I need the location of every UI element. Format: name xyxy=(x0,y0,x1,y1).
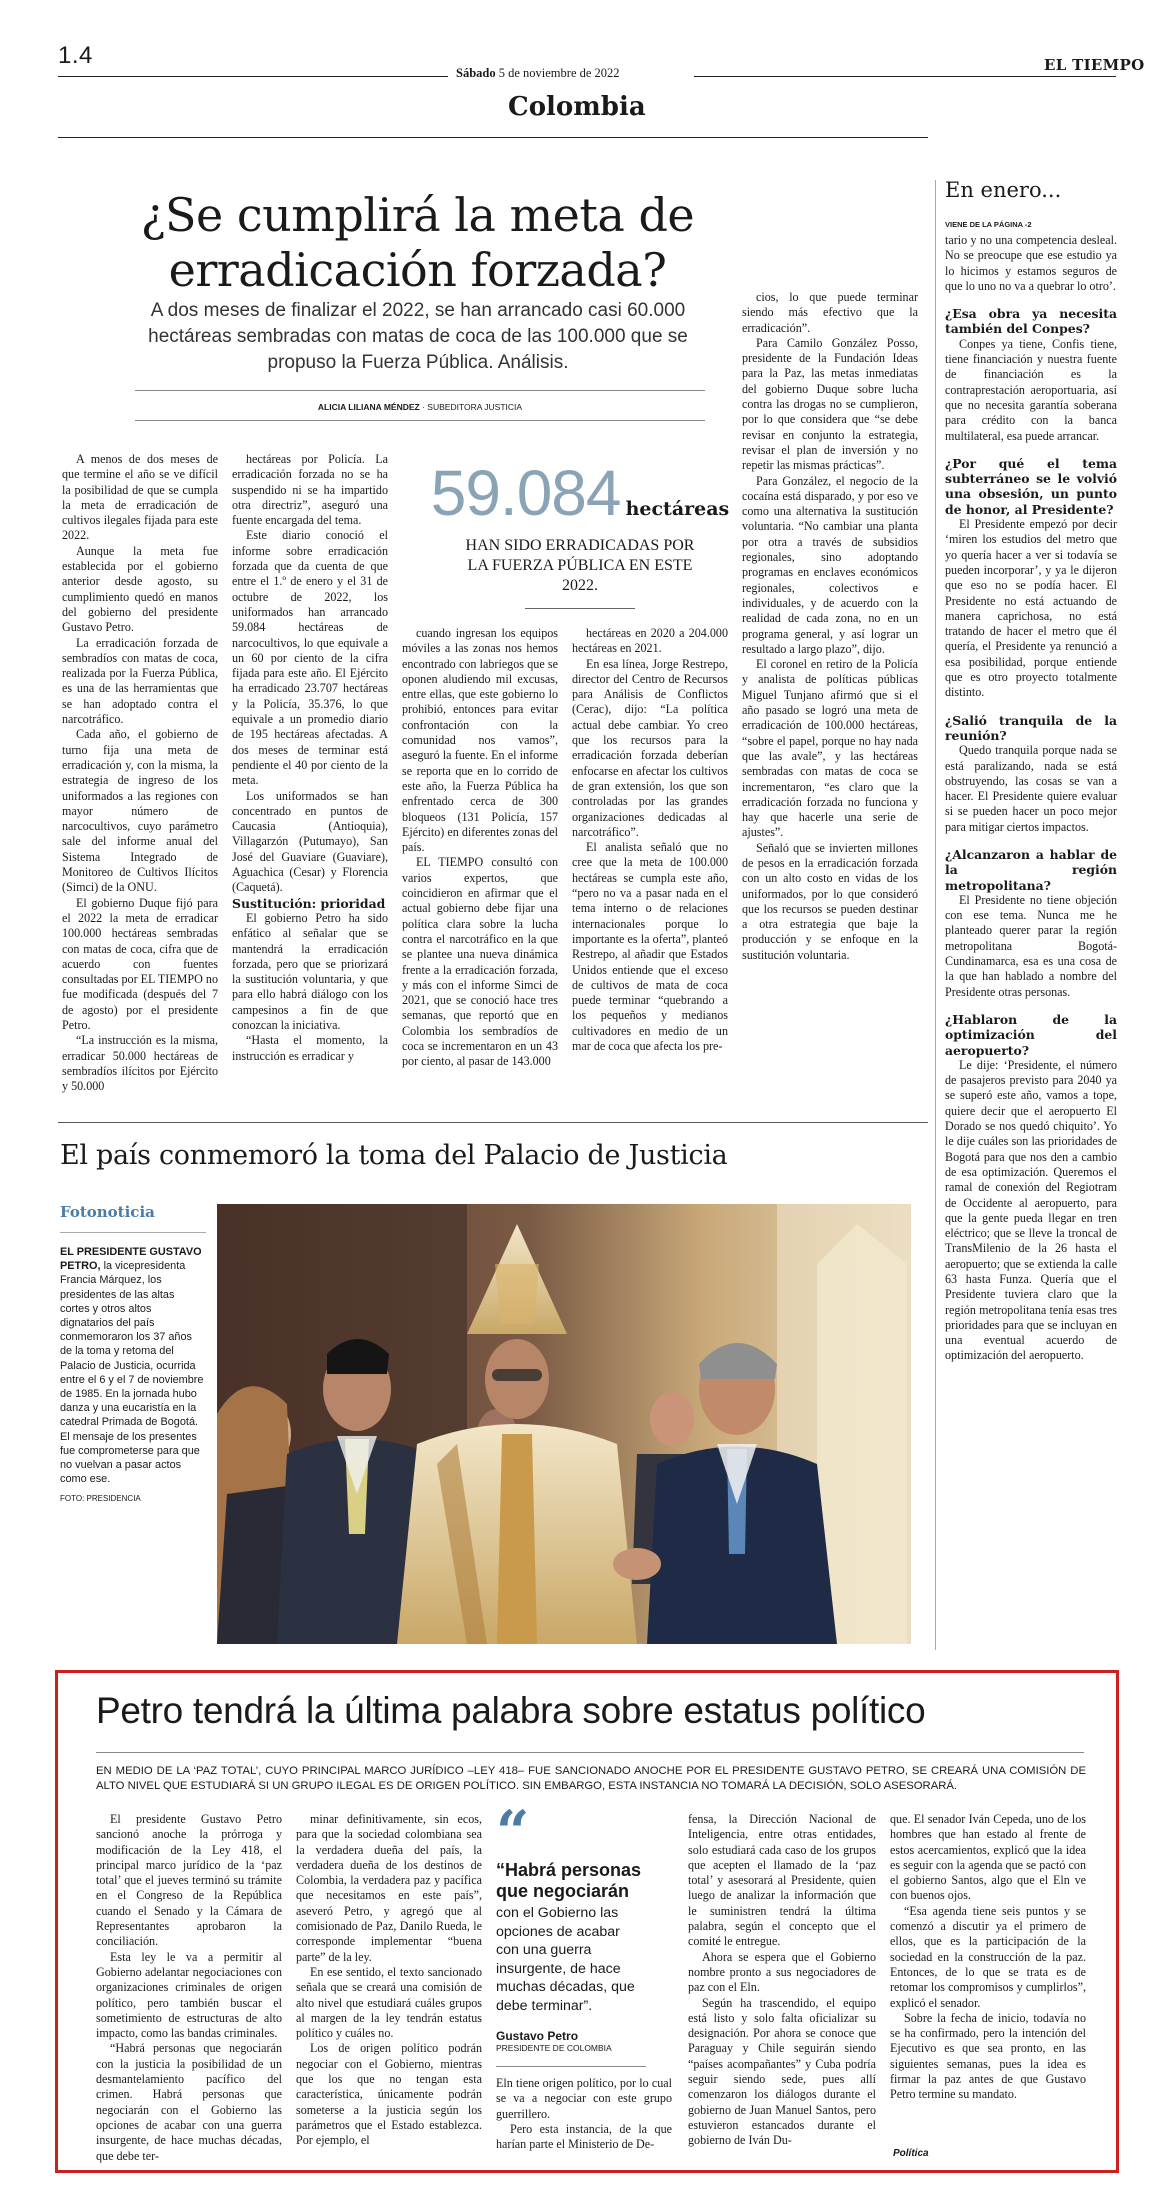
pull-quote-rule xyxy=(496,2066,646,2067)
article3-rule xyxy=(96,1752,1084,1753)
paragraph: “Habrá personas que negociarán con la justicia la posibilidad de un desmantelamiento pacífico del crimen. Habrá personas que negociarán con el Gobierno las opciones de acabar con una guerra insurgente, de hace muchas décadas, que debe ter- xyxy=(96,2041,282,2163)
paragraph: minar definitivamente, sin ecos, para que la sociedad colombiana sea la verdadera dueña del país, la verdadera dueña de los destinos de Colombia, la verdadera paz y pacífica que necesitamos en este país”, aseveró Petro, y agregó que al comisionado de Paz, Danilo Rueda, le corresponde implementar “buena parte” de la ley. xyxy=(296,1812,482,1964)
paragraph: que. El senador Iván Cepeda, uno de los hombres que han estado al frente de estos acercamientos, explicó que la idea es seguir con la agenda que se pactó con el gobierno Santos, algo que el Eln ve con buenos ojos. xyxy=(890,1812,1086,1903)
headline-line-1: ¿Se cumplirá la meta de xyxy=(140,188,695,242)
stat-number: 59.084 xyxy=(430,457,621,529)
page-number: 1.4 xyxy=(58,42,93,69)
article3-column-5 xyxy=(890,1812,1086,2103)
date-day: Sábado xyxy=(456,66,496,80)
article3-headline: Petro tendrá la última palabra sobre estatus político xyxy=(96,1690,926,1731)
paragraph: “Hasta el momento, la instrucción es erradicar y xyxy=(232,1033,388,1063)
paragraph: Cada año, el gobierno de turno fija una meta de erradicación y, con la misma, la estrategia de ingreso de los uniformados a las regiones con mayor número de narcocultivos, cuyo parámetro sale del informe anual del Sistema Integrado de Monitoreo de Cultivos Ilícitos (Simci) de la ONU. xyxy=(62,727,218,895)
page-date xyxy=(456,66,620,81)
article1-column-2 xyxy=(232,452,388,1064)
paragraph: Este diario conoció el informe sobre erradicación forzada que da cuenta de que entre el 1.º de enero y el 31 de octubre de 2022, los uniformados han arrancado 59.084 hectáreas de narcocultivos, lo que equivale a un 60 por ciento de la cifra fijada para este año. El Ejército ha erradicado 23.707 hectáreas y la Policía, 35.376, lo que equivale a un promedio diario de 195 hectáreas afectadas. A dos meses de terminar está pendiente el 40 por ciento de la meta. xyxy=(232,528,388,788)
paragraph: El presidente Gustavo Petro sancionó anoche la prórroga y modificación de la Ley 418, el principal marco jurídico de la ‘paz total’ que el jueves terminó su trámite en el Congreso de la República cuando el Senado y la Cámara de Representantes aprobaron la conciliación. xyxy=(96,1812,282,1949)
paragraph: Para Camilo González Posso, presidente de la Fundación Ideas para la Paz, las metas inmediatas del gobierno Duque sobre lucha contra las drogas no se cumplieron, por lo que considera que “se debe revisar en conjunto la estrategia, revisar el plan de inversión y no repetir las mismas prácticas”. xyxy=(742,335,918,473)
header-rule-left xyxy=(58,76,448,77)
paragraph: hectáreas por Policía. La erradicación forzada no se ha suspendido ni se ha impartido otra directriz”, aseguró una fuente encargada del tema. xyxy=(232,452,388,528)
paragraph: EL TIEMPO consultó con varios expertos, que coincidieron en afirmar que el actual gobierno debe fijar una política clara sobre la lucha contra el narcotráfico en la que se plantee una nueva dinámica frente a la erradicación forzada, y más con el informe Simci de 2021, que se conoció hace tres semanas, que reportó que en Colombia los sembradíos de coca se incrementaron en un 43 por ciento, al pasar de 143.000 xyxy=(402,855,558,1069)
subheading: Sustitución: prioridad xyxy=(232,895,386,911)
paragraph: En esa línea, Jorge Restrepo, director del Centro de Recursos para Análisis de Conflictos (Cerac), dijo: “La política actual debe cambiar. Yo creo que los recursos para la erradicación forzada deberían enfocarse en afectar los cultivos de gran extensión, los que son controladas por las grandes organizaciones dedicadas al narcotráfico”. xyxy=(572,656,728,839)
paragraph: En ese sentido, el texto sancionado señala que se creará una comisión de alto nivel que estudiará cuáles grupos al margen de la ley tendrán estatus político y cuáles no. xyxy=(296,1964,482,2041)
header-rule-right xyxy=(694,76,1116,77)
article1-column-3 xyxy=(402,626,558,1070)
paragraph: hectáreas en 2020 a 204.000 hectáreas en 2021. xyxy=(572,626,728,656)
paragraph: cuando ingresan los equipos móviles a las zonas nos hemos encontrado con labriegos que se oponen aludiendo mil excusas, entre ellas, que este gobierno lo prohibió, entonces para evitar confrontación con la comunidad nos vamos”, aseguró la fuente. En el informe se reporta que en lo corrido de este año, la Fuerza Pública ha enfrentado cerca de 300 bloqueos (131 Policía, 157 Ejército) en diferentes zonas del país. xyxy=(402,626,558,855)
paragraph: Según ha trascendido, el equipo está listo y solo falta oficializar su designación. Por ahora se conoce que Paraguay y Chile seguirán siendo “países acompañantes” y Cuba podría seguir siendo sede, pues allí comenzaron los diálogos durante el gobierno de Juan Manuel Santos, pero estuvieron estancados durante el gobierno de Iván Du- xyxy=(688,1995,876,2148)
byline-rule-top xyxy=(135,390,705,391)
stat-row xyxy=(410,456,750,530)
sidebar-answer: Le dije: ‘Presidente, el número de pasajeros previsto para 2040 ya se superó este año, vamos a tope, quiere decir que el aeropuerto El Dorado se nos quedó chiquito’. Yo le dije cuáles son las prioridades de Bogotá para que nos den a cambio de esa optimización. Queremos el ramal de conexión del Regiotram de Occidente al aeropuerto, para que la gente pueda llegar en tren eléctrico; que se lleve la troncal de TransMilenio de la 26 hasta el aeropuerto; que se extienda la calle 63 hasta Funza. Quería que el Presidente tuviera claro que la región metropolitana tenía esas tres prioridades para que se incluyan en una eventual acuerdo de optimización del aeropuerto. xyxy=(945,1057,1117,1363)
paragraph: Esta ley le va a permitir al Gobierno adelantar negociaciones con organizaciones criminales de origen político, pero también buscar el sometimiento de estructuras de alto impacto, como las bandas criminales. xyxy=(96,1949,282,2041)
pull-quote xyxy=(496,1798,646,2053)
stat-divider xyxy=(525,608,635,609)
paragraph: El analista señaló que no cree que la meta de 100.000 hectáreas se cumpla este año, “pero no va a pasar nada en el tema interno o de relaciones internacionales porque lo importante es la oferta”, planteó Restrepo, al añadir que Estados Unidos entiende que el exceso de cultivos de mata de coca puede terminar “quebrando a los pequeños y medianos cultivadores en medio de un mar de coca que afecta los pre- xyxy=(572,840,728,1054)
paragraph: Aunque la meta fue establecida por el gobierno anterior desde agosto, su cumplimiento quedó en manos del gobierno del presidente Gustavo Petro. xyxy=(62,543,218,635)
paragraph: La erradicación forzada de sembradíos con matas de coca, realizada por la Fuerza Pública, es una de las herramientas que se han adoptado contra el narcotráfico. xyxy=(62,635,218,727)
article1-column-5 xyxy=(742,290,918,963)
sidebar-question: ¿Por qué el tema subterráneo se le volvió una obsesión, un punto de honor, al Presidente? xyxy=(945,455,1117,517)
article3-deck: EN MEDIO DE LA ‘PAZ TOTAL’, CUYO PRINCIPAL MARCO JURÍDICO –LEY 418– FUE SANCIONADO ANOCHE POR EL PRESIDENTE GUSTAVO PETRO, SE CREARÁ UNA COMISIÓN DE ALTO NIVEL QUE ESTUDIARÁ SI UN GRUPO ILEGAL ES DE ORIGEN POLÍTICO. SIN EMBARGO, ESTA INSTANCIA NO TOMARÁ LA DECISIÓN, SOLO ASESORARÁ. xyxy=(96,1765,1086,1792)
stat-unit: hectáreas xyxy=(625,498,730,520)
sidebar-answer: El Presidente empezó por decir ‘miren los estudios del metro que yo quería hacer a ver si todavía se pueden incorporar’, y ya le dijeron que eso no se podía hacer. El Presidente no está actuando de manera caprichosa, no está tratando de hacer el metro que él quería, el Presidente ya renunció a esa posibilidad, porque entiende que es otro proyecto totalmente distinto. xyxy=(945,517,1117,700)
quote-mark-icon: “ xyxy=(496,1798,530,1866)
sidebar-title: En enero... xyxy=(945,178,1062,202)
article3-column-3 xyxy=(496,2076,672,2152)
paragraph: Señaló que se invierten millones de pesos en la erradicación forzada con un alto costo en vidas de los uniformados, por lo que consideró que los recursos se pueden destinar a otra estrategia que baje la producción y se enfoque en la sustitución voluntaria. xyxy=(742,840,918,962)
date-rest: 5 de noviembre de 2022 xyxy=(495,66,620,80)
stat-box xyxy=(410,456,750,609)
sidebar-question: ¿Hablaron de la optimización del aeropuerto? xyxy=(945,1011,1117,1058)
byline xyxy=(135,402,705,412)
paragraph: El gobierno Petro ha sido enfático al señalar que se mantendrá la erradicación forzada, pero que se priorizará la sustitución voluntaria, y que para ello habrá diálogo con los campesinos a fin de que conozcan la iniciativa. xyxy=(232,910,388,1032)
headline-line-2: erradicación forzada? xyxy=(168,243,667,297)
paragraph: Pero esta instancia, de la que harían parte el Ministerio de De- xyxy=(496,2121,672,2152)
quote-lead: “Habrá personas que negociarán xyxy=(496,1860,642,1901)
paragraph: Ahora se espera que el Gobierno nombre pronto a sus negociadores de paz con el Eln. xyxy=(688,1949,876,1995)
section-tag: Política xyxy=(893,2148,929,2159)
sidebar-continued: VIENE DE LA PÁGINA -2 xyxy=(945,220,1032,229)
quote-name: Gustavo Petro xyxy=(496,2029,579,2043)
byline-role: · SUBEDITORA JUSTICIA xyxy=(422,402,523,412)
paragraph: A menos de dos meses de que termine el año se ve difícil la posibilidad de que se cumpla la meta de erradicación de cultivos ilegales fijada para este 2022. xyxy=(62,452,218,543)
kicker-rule xyxy=(60,1232,206,1233)
paragraph: “La instrucción es la misma, erradicar 50.000 hectáreas de sembradíos ilícitos por Ejército y 50.000 xyxy=(62,1033,218,1094)
photo-credit: FOTO: PRESIDENCIA xyxy=(60,1494,141,1504)
paragraph: Eln tiene origen político, por lo cual se va a negociar con este grupo guerrillero. xyxy=(496,2076,672,2121)
news-photo xyxy=(217,1204,911,1644)
section-title: Colombia xyxy=(508,92,646,122)
paragraph: Sobre la fecha de inicio, todavía no se ha confirmado, pero la intención del Ejecutivo es que sea pronto, en las siguientes semanas, pues la idea es firmar la paz antes de que Gustavo Petro termine su mandato. xyxy=(890,2010,1086,2102)
stat-caption: HAN SIDO ERRADICADAS POR LA FUERZA PÚBLICA EN ESTE 2022. xyxy=(465,537,695,594)
quote-text: con el Gobierno las opciones de acabar con una guerra insurgente, de hace muchas décadas, que debe terminar”. xyxy=(496,1905,635,2014)
sidebar xyxy=(945,178,1117,1364)
sidebar-question: ¿Alcanzaron a hablar de la región metropolitana? xyxy=(945,846,1117,893)
caption-text: la vicepresidenta Francia Márquez, los presidentes de las altas cortes y otros altos dignatarios del país conmemoraron los 37 años de la toma y retoma del Palacio de Justicia, ocurrida entre el 6 y el 7 de noviembre de 1985. En la jornada hubo danza y una eucaristía en la catedral Primada de Bogotá. El mensaje de los presentes fue comprometerse para que no vuelvan a pasar actos como ese. xyxy=(60,1260,204,1486)
article-headline xyxy=(60,188,775,298)
paragraph: El gobierno Duque fijó para el 2022 la meta de erradicar 100.000 hectáreas sembradas con matas de coca, cifra que de acuerdo con fuentes consultadas por EL TIEMPO no fue modificada (después del 7 de agosto) por el presidente Petro. xyxy=(62,895,218,1032)
header-rule-bottom xyxy=(58,137,928,138)
byline-name: ALICIA LILIANA MÉNDEZ xyxy=(317,402,420,412)
paragraph: fensa, la Dirección Nacional de Inteligencia, entre otras entidades, solo estudiará cada caso de los grupos que acepten el llamado de la ‘paz total’ y asesorará al Presidente, quien luego de analizar la información que le suministren tendrá la última palabra, según el concepto que el comité le entregue. xyxy=(688,1812,876,1949)
article1-column-1 xyxy=(62,452,218,1094)
photo-kicker: Fotonoticia xyxy=(60,1203,155,1221)
quote-role: PRESIDENTE DE COLOMBIA xyxy=(496,2043,612,2053)
article3-column-2 xyxy=(296,1812,482,2149)
article3-column-4 xyxy=(688,1812,876,2149)
photo-caption xyxy=(60,1245,206,1507)
sidebar-intro: tario y no una competencia desleal. No se preocupe que ese estudio ya lo hicimos y estamos seguros de que lo uno no va a quebrar lo otro’. xyxy=(945,233,1117,293)
paragraph: Los uniformados se han concentrado en puntos de Caucasia (Antioquia), Villagarzón (Putumayo), San José del Guaviare (Guaviare), Aguachica (Cesar) y Florencia (Caquetá). xyxy=(232,788,388,895)
caption-lead: EL PRESIDENTE GUSTAVO PETRO, xyxy=(60,1246,202,1273)
paragraph: Los de origen político podrán negociar con el Gobierno, mientras que los que no tengan esta característica, únicamente podrán someterse a la justicia según los parámetros que el Estado establezca. Por ejemplo, el xyxy=(296,2041,482,2148)
sidebar-question: ¿Salió tranquila de la reunión? xyxy=(945,712,1117,743)
cathedral-ceremony-image xyxy=(217,1204,911,1644)
brand-logo: EL TIEMPO xyxy=(1044,56,1145,74)
paragraph: Para González, el negocio de la cocaína está disparado, y por eso ve como una alternativa la sustitución voluntaria. “No cambiar una planta por otra a través de subsidios regionales, sino adoptando programas en enclaves económicos regionales, colectivos e individuales, y de acuerdo con la realidad de cada zona, no en un programa general, y así lograr un resultado a largo plazo”, dijo. xyxy=(742,473,918,656)
sidebar-answer: El Presidente no tiene objeción con ese tema. Nunca me he planteado querer parar la región metropolitana Bogotá-Cundinamarca, esa es una cosa de la que han hablado a nombre del Presidente otras personas. xyxy=(945,892,1117,999)
column-divider xyxy=(935,180,936,1650)
paragraph: “Esa agenda tiene seis puntos y se comenzó a discutir ya el primero de ellos, que es la participación de la sociedad en la construcción de la paz. Entonces, de lo que se trata es de retomar los compromisos y cumplirlos”, explicó el senador. xyxy=(890,1903,1086,2010)
article1-column-4 xyxy=(572,626,728,1054)
photo-rule-top xyxy=(58,1122,928,1123)
paragraph: cios, lo que puede terminar siendo más efectivo que la erradicación”. xyxy=(742,290,918,335)
byline-rule-bottom xyxy=(135,420,705,421)
paragraph: El coronel en retiro de la Policía y analista de políticas públicas Miguel Tunjano afirmó que si el año pasado se logró una meta de erradicación de 100.000 hectáreas, “sobre el papel, porque no hay nada que las avale”, y las hectáreas sembradas con matas de coca se incrementaron, “es claro que la erradicación forzada no funciona y hay que hacerle una serie de ajustes”. xyxy=(742,657,918,840)
article-deck: A dos meses de finalizar el 2022, se han arrancado casi 60.000 hectáreas sembradas con matas de coca de las 100.000 que se propuso la Fuerza Pública. Análisis. xyxy=(148,300,688,373)
article3-column-1 xyxy=(96,1812,282,2164)
sidebar-answer: Conpes ya tiene, Confis tiene, tiene financiación y nuestra fuente de financiación es la contraprestación aeroportuaria, así que no necesita garantía soberana para crédito con la banca multilateral, esa puede arrancar. xyxy=(945,336,1117,443)
sidebar-answer: Quedo tranquila porque nada se está paralizando, nada se está obstruyendo, las cosas se van a hacer. El Presidente quiere evaluar si se pueden hacer un poco mejor para mitigar ciertos impactos. xyxy=(945,743,1117,834)
sidebar-body xyxy=(945,233,1117,1364)
sidebar-question: ¿Esa obra ya necesita también del Conpes? xyxy=(945,306,1117,337)
photo-headline: El país conmemoró la toma del Palacio de Justicia xyxy=(60,1140,728,1171)
